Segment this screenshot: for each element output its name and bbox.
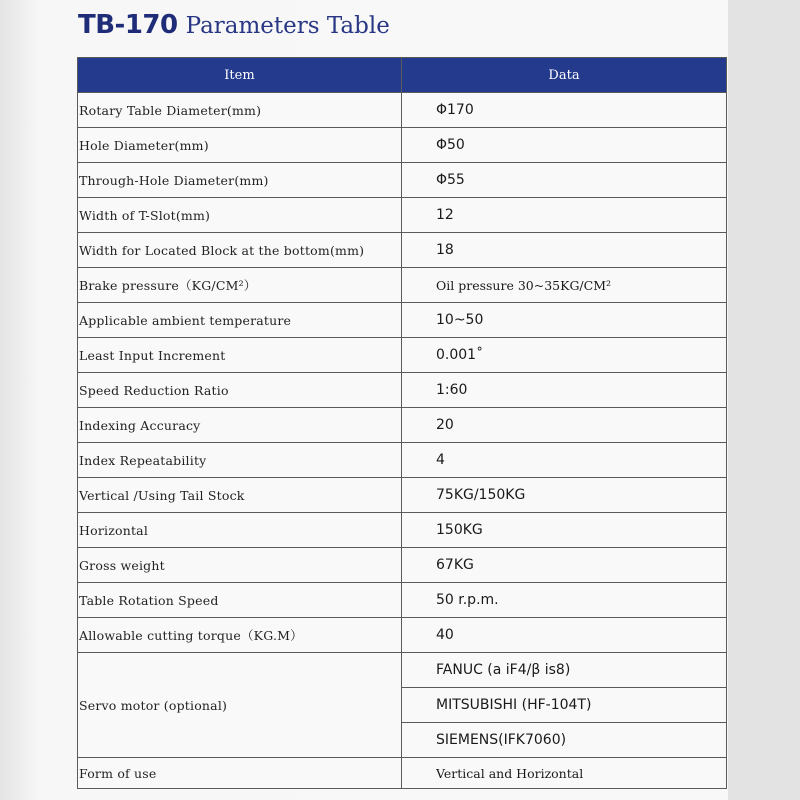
- row-value: 150KG: [402, 513, 727, 548]
- page-edge: [728, 0, 800, 800]
- row-item: Table Rotation Speed: [78, 583, 402, 618]
- row-item: Brake pressure（KG/CM²）: [78, 268, 402, 303]
- table-row: [78, 163, 727, 198]
- row-item: Allowable cutting torque（KG.M）: [78, 618, 402, 653]
- row-value: 0.001˚: [402, 338, 727, 373]
- row-value: Φ55: [402, 163, 727, 198]
- row-value: Φ50: [402, 128, 727, 163]
- table-row: [78, 93, 727, 128]
- row-value: 75KG/150KG: [402, 478, 727, 513]
- servo-option: MITSUBISHI (HF-104T): [402, 688, 727, 723]
- row-value: 40: [402, 618, 727, 653]
- title-text: Parameters Table: [185, 13, 390, 39]
- table-row: [78, 443, 727, 478]
- servo-option: FANUC (a iF4/β is8): [402, 653, 727, 688]
- table-row: [78, 303, 727, 338]
- table-row: [78, 233, 727, 268]
- row-value: 67KG: [402, 548, 727, 583]
- header-item: Item: [78, 58, 402, 93]
- table-row: [78, 338, 727, 373]
- form-of-use-item: Form of use: [78, 758, 402, 789]
- row-value: 10~50: [402, 303, 727, 338]
- row-item: Width for Located Block at the bottom(mm): [78, 233, 402, 268]
- table-row: [78, 373, 727, 408]
- page-title: [78, 10, 390, 46]
- row-item: Indexing Accuracy: [78, 408, 402, 443]
- table-row: [78, 653, 727, 688]
- row-item: Gross weight: [78, 548, 402, 583]
- row-item: Horizontal: [78, 513, 402, 548]
- servo-option: SIEMENS(IFK7060): [402, 723, 727, 758]
- parameters-table: [77, 57, 727, 789]
- row-value: Φ170: [402, 93, 727, 128]
- row-item: Least Input Increment: [78, 338, 402, 373]
- row-item: Width of T-Slot(mm): [78, 198, 402, 233]
- table-row: [78, 198, 727, 233]
- row-item: Through-Hole Diameter(mm): [78, 163, 402, 198]
- table-row: [78, 408, 727, 443]
- row-value: Oil pressure 30~35KG/CM²: [402, 268, 727, 303]
- model-code: TB-170: [78, 10, 178, 40]
- table-row: [78, 268, 727, 303]
- table-row: [78, 513, 727, 548]
- row-item: Hole Diameter(mm): [78, 128, 402, 163]
- row-value: 4: [402, 443, 727, 478]
- header-data: Data: [402, 58, 727, 93]
- row-value: 18: [402, 233, 727, 268]
- servo-item: Servo motor (optional): [78, 653, 402, 758]
- row-item: Vertical /Using Tail Stock: [78, 478, 402, 513]
- table-row: [78, 583, 727, 618]
- table-row: [78, 548, 727, 583]
- row-value: 50 r.p.m.: [402, 583, 727, 618]
- row-item: Applicable ambient temperature: [78, 303, 402, 338]
- row-item: Index Repeatability: [78, 443, 402, 478]
- table-row: [78, 618, 727, 653]
- table-header-row: [78, 58, 727, 93]
- table-row: [78, 478, 727, 513]
- table-row: [78, 758, 727, 789]
- form-of-use-value: Vertical and Horizontal: [402, 758, 727, 789]
- table-row: [78, 128, 727, 163]
- row-value: 20: [402, 408, 727, 443]
- row-item: Speed Reduction Ratio: [78, 373, 402, 408]
- row-value: 12: [402, 198, 727, 233]
- row-value: 1:60: [402, 373, 727, 408]
- row-item: Rotary Table Diameter(mm): [78, 93, 402, 128]
